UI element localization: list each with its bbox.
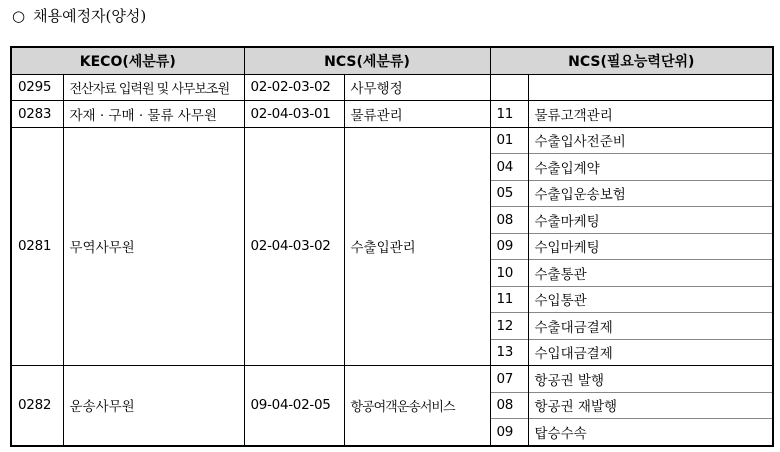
unit-number-cell: 10 — [490, 260, 528, 287]
unit-name-cell: 수출입운송보험 — [528, 180, 773, 207]
unit-number-cell: 05 — [490, 180, 528, 207]
unit-number-cell — [490, 74, 528, 101]
circle-bullet-icon: ○ — [12, 7, 26, 25]
unit-name-cell: 수출입사전준비 — [528, 127, 773, 154]
unit-number-cell: 09 — [490, 233, 528, 260]
table-row — [11, 101, 773, 128]
unit-number-cell: 08 — [490, 392, 528, 419]
unit-name-cell: 수출대금결제 — [528, 313, 773, 340]
unit-name-cell: 수입대금결제 — [528, 339, 773, 366]
unit-number-cell: 13 — [490, 339, 528, 366]
ncs-name-cell: 사무행정 — [344, 74, 490, 101]
table-row — [11, 74, 773, 101]
ncs-code-cell: 02-04-03-02 — [244, 127, 344, 366]
ncs-code-cell: 02-02-03-02 — [244, 74, 344, 101]
header-ncs-units: NCS(필요능력단위) — [490, 47, 773, 74]
unit-name-cell: 물류고객관리 — [528, 101, 773, 128]
table-row — [11, 127, 773, 154]
table-body — [11, 74, 773, 446]
header-ncs: NCS(세분류) — [244, 47, 490, 74]
keco-code-cell: 0283 — [11, 101, 63, 128]
ncs-name-cell: 수출입관리 — [344, 127, 490, 366]
unit-number-cell: 11 — [490, 286, 528, 313]
keco-name-cell: 자재 · 구매 · 물류 사무원 — [63, 101, 244, 128]
unit-name-cell: 항공권 재발행 — [528, 392, 773, 419]
section-title: 채용예정자(양성) — [33, 7, 147, 25]
ncs-code-cell: 09-04-02-05 — [244, 366, 344, 446]
unit-number-cell: 04 — [490, 154, 528, 181]
keco-code-cell: 0281 — [11, 127, 63, 366]
table-row — [11, 366, 773, 393]
ncs-code-cell: 02-04-03-01 — [244, 101, 344, 128]
keco-name-cell: 전산자료 입력원 및 사무보조원 — [63, 74, 244, 101]
section-heading — [12, 4, 146, 28]
ncs-name-cell: 물류관리 — [344, 101, 490, 128]
unit-number-cell: 08 — [490, 207, 528, 234]
unit-name-cell: 수출입계약 — [528, 154, 773, 181]
table-header-row — [11, 47, 773, 74]
keco-name-cell: 무역사무원 — [63, 127, 244, 366]
header-keco: KECO(세분류) — [11, 47, 244, 74]
keco-code-cell: 0295 — [11, 74, 63, 101]
unit-number-cell: 09 — [490, 419, 528, 446]
occupation-ncs-table — [10, 46, 774, 447]
keco-code-cell: 0282 — [11, 366, 63, 446]
unit-name-cell: 수출마케팅 — [528, 207, 773, 234]
unit-number-cell: 07 — [490, 366, 528, 393]
unit-number-cell: 01 — [490, 127, 528, 154]
unit-number-cell: 11 — [490, 101, 528, 128]
unit-number-cell: 12 — [490, 313, 528, 340]
unit-name-cell — [528, 74, 773, 101]
unit-name-cell: 수입통관 — [528, 286, 773, 313]
unit-name-cell: 수출통관 — [528, 260, 773, 287]
unit-name-cell: 항공권 발행 — [528, 366, 773, 393]
keco-name-cell: 운송사무원 — [63, 366, 244, 446]
unit-name-cell: 수입마케팅 — [528, 233, 773, 260]
unit-name-cell: 탑승수속 — [528, 419, 773, 446]
ncs-name-cell: 항공여객운송서비스 — [344, 366, 490, 446]
